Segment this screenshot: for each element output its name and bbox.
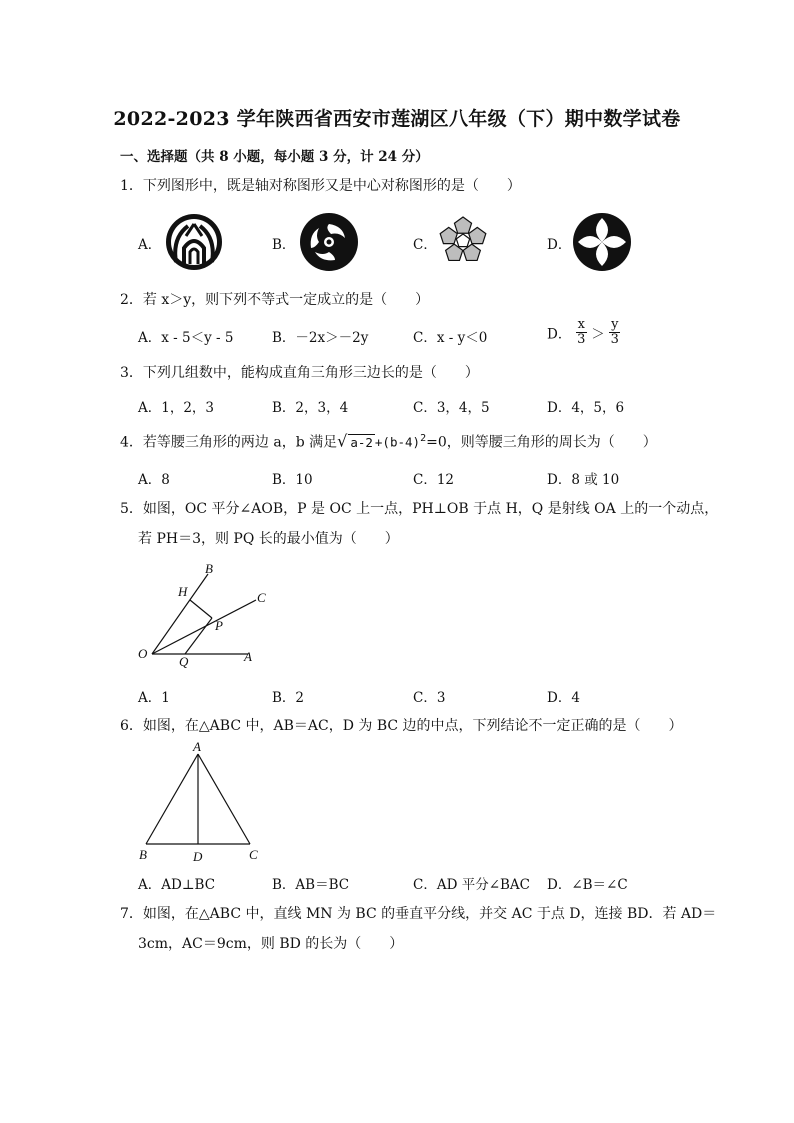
question-6-text: 6．如图，在△ABC 中，AB＝AC，D 为 BC 边的中点，下列结论不一定正确的是（ ） [120,718,683,734]
four-petal-circle-icon [572,212,632,272]
pentagon-piece [469,227,486,243]
q4-option-b: B．10 [272,472,313,488]
question-5-line-1: 5．如图，OC 平分∠AOB，P 是 OC 上一点，PH⊥OB 于点 H，Q 是射线 OA 上的一个动点， [120,501,719,517]
triangle-label-b: B [139,847,147,862]
q3-option-d: D．4，5，6 [547,400,625,416]
question-7-line-1: 7．如图，在△ABC 中，直线 MN 为 BC 的垂直平分线，并交 AC 于点 D，连接 BD．若 AD＝ [120,906,717,922]
emblem-symbol-icon [164,212,224,272]
q4-option-d: D．8 或 10 [547,472,620,488]
greater-than-sign: ＞ [591,326,605,343]
q5-option-b: B．2 [272,690,305,706]
q3-option-a: A．1，2，3 [138,400,215,416]
q2-option-a: A．x - 5＜y - 5 [138,330,234,346]
q2-option-d-label: D． [547,326,572,343]
q1-option-b-label: B． [272,237,296,253]
exam-title: 2022-2023 学年陕西省西安市莲湖区八年级（下）期中数学试卷 [113,108,681,130]
question-1-text: 1．下列图形中，既是轴对称图形又是中心对称图形的是（ ） [120,178,521,194]
isosceles-triangle-figure [140,750,260,850]
section-heading: 一、选择题（共 8 小题，每小题 3 分，计 24 分） [120,149,429,165]
q2-option-c: C．x - y＜0 [413,330,488,346]
q2-option-d [547,318,620,347]
q1-option-d-label: D． [547,237,572,253]
q4-option-a: A．8 [138,472,170,488]
q6-option-a: A．AD⊥BC [138,877,216,893]
q5-option-a: A．1 [138,690,170,706]
pentagon-piece [454,217,471,233]
triangle-label-a: A [193,739,201,754]
point-label-o: O [138,646,148,661]
question-4-text: 4．若等腰三角形的两边 a，b 满足√ $a-2 +(b-4)^2=0$，则等腰三角形的周长为（ ） [120,431,657,451]
q2-option-b: B．－2x＞－2y [272,330,369,346]
triangle-label-c: C [249,847,258,862]
triple-swirl-icon [299,212,359,272]
q1-option-c-label: C． [413,237,437,253]
pentagon-ring-icon [436,214,490,268]
q5-option-d: D．4 [547,690,580,706]
q5-option-c: C．3 [413,690,446,706]
question-5-line-2: 若 PH＝3，则 PQ 长的最小值为（ ） [138,531,399,547]
point-label-b: B [205,561,213,576]
q6-option-b: B．AB＝BC [272,877,350,893]
q6-option-c: C．AD 平分∠BAC [413,877,531,893]
q3-option-c: C．3，4，5 [413,400,490,416]
sqrt-expression: a-2 [350,434,373,450]
triangle-label-d: D [193,849,203,864]
point-label-p: P [215,618,223,633]
q1-option-a-label: A． [138,237,162,253]
point-label-c: C [257,590,266,605]
q4-option-c: C．12 [413,472,455,488]
q6-option-d: D．∠B＝∠C [547,877,628,893]
point-label-q: Q [179,654,189,669]
fraction-y-over-3: $\frac{y}{3}$ [610,317,619,347]
pentagon-piece [440,227,457,243]
point-label-a: A [244,649,252,664]
point-label-h: H [178,584,188,599]
question-3-text: 3．下列几组数中，能构成直角三角形三边长的是（ ） [120,365,479,381]
q3-option-b: B．2，3，4 [272,400,349,416]
fraction-x-over-3: $\frac{x}{3}$ [577,317,586,347]
question-2-text: 2．若 x＞y，则下列不等式一定成立的是（ ） [120,292,430,308]
question-7-line-2: 3cm，AC＝9cm，则 BD 的长为（ ） [138,936,404,952]
